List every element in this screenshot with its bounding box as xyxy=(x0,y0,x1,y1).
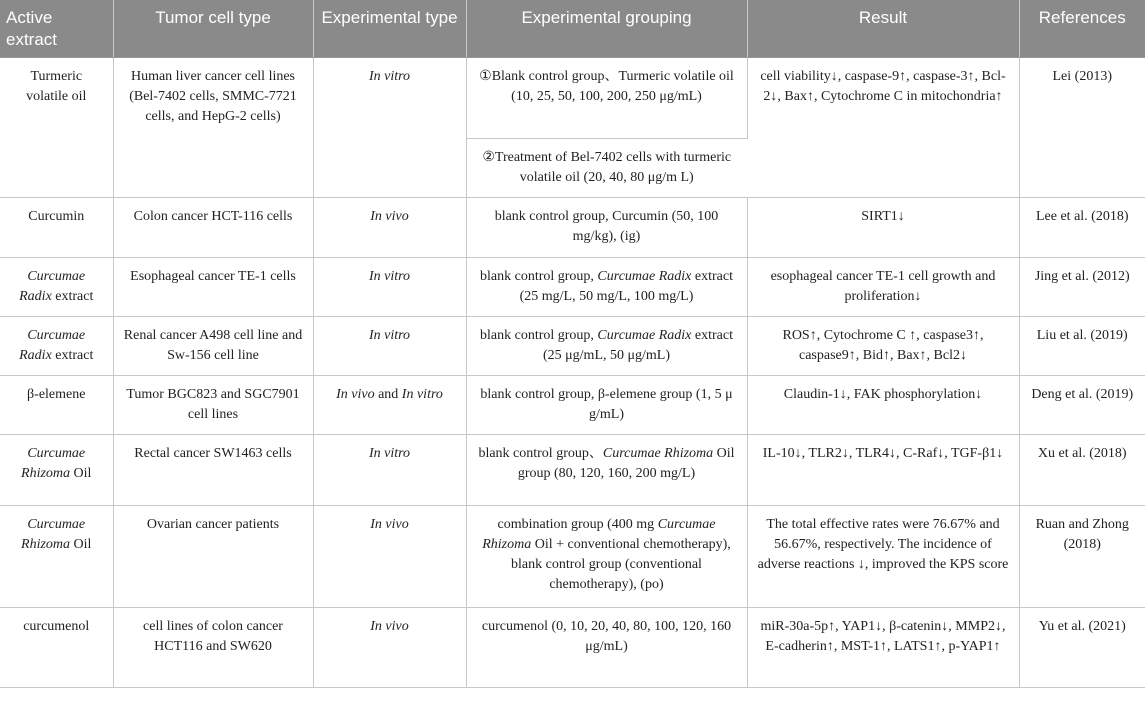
exp-type-italic: In vitro xyxy=(401,386,443,402)
grouping-text: extract (25 mg/L, 50 mg/L, 100 mg/L) xyxy=(519,268,733,304)
header-references: References xyxy=(1019,0,1145,57)
cell-exp-type: In vivo xyxy=(313,197,466,257)
grouping-italic: Curcumae Radix xyxy=(597,327,692,343)
cell-reference: Deng et al. (2019) xyxy=(1019,375,1145,434)
cell-reference: Yu et al. (2021) xyxy=(1019,607,1145,687)
cell-exp-type: In vivo xyxy=(313,607,466,687)
extract-suffix: Oil xyxy=(70,536,92,552)
cell-result: The total effective rates were 76.67% and 56.67%, respectively. The incidence of adverse reactions ↓, improved the KPS score xyxy=(747,505,1019,607)
cell-result: ROS↑, Cytochrome C ↑, caspase3↑, caspase9↑, Bid↑, Bax↑, Bcl2↓ xyxy=(747,316,1019,375)
header-experimental-grouping: Experimental grouping xyxy=(466,0,747,57)
grouping-text: Oil group (80, 120, 160, 200 mg/L) xyxy=(517,445,735,481)
extract-suffix: Oil xyxy=(70,465,92,481)
cell-grouping: blank control group, Curcumin (50, 100 mg/kg), (ig) xyxy=(466,197,747,257)
extract-italic: Rhizoma xyxy=(21,536,71,552)
extract-italic: Curcumae xyxy=(27,516,86,532)
cell-extract: β-elemene xyxy=(0,375,113,434)
cell-grouping: ①Blank control group、Turmeric volatile oil (10, 25, 50, 100, 200, 250 μg/mL) xyxy=(466,57,747,138)
cell-exp-type: In vitro xyxy=(313,316,466,375)
extract-suffix: extract xyxy=(51,288,94,304)
exp-type-italic: In vivo xyxy=(336,386,375,402)
grouping-text: blank control group、 xyxy=(478,445,603,461)
cell-tumor-type: Ovarian cancer patients xyxy=(113,505,313,607)
cell-tumor-type: Tumor BGC823 and SGC7901 cell lines xyxy=(113,375,313,434)
cell-tumor-type: Rectal cancer SW1463 cells xyxy=(113,434,313,505)
table-row xyxy=(0,505,1145,607)
table-row xyxy=(0,607,1145,687)
header-row xyxy=(0,0,1145,57)
cell-extract xyxy=(0,316,113,375)
cell-tumor-type: Human liver cancer cell lines (Bel-7402 cells, SMMC-7721 cells, and HepG-2 cells) xyxy=(113,57,313,197)
cell-grouping: blank control group, β-elemene group (1, 5 μ g/mL) xyxy=(466,375,747,434)
cell-extract: curcumenol xyxy=(0,607,113,687)
cell-tumor-type: Colon cancer HCT-116 cells xyxy=(113,197,313,257)
cell-grouping xyxy=(466,257,747,316)
cell-tumor-type: Esophageal cancer TE-1 cells xyxy=(113,257,313,316)
header-active-extract: Active extract xyxy=(0,0,113,57)
cell-tumor-type: cell lines of colon cancer HCT116 and SW620 xyxy=(113,607,313,687)
cell-result: esophageal cancer TE-1 cell growth and proliferation↓ xyxy=(747,257,1019,316)
cell-reference: Lei (2013) xyxy=(1019,57,1145,197)
cell-result: cell viability↓, caspase-9↑, caspase-3↑, Bcl-2↓, Bax↑, Cytochrome C in mitochondria↑ xyxy=(747,57,1019,197)
grouping-text: blank control group, xyxy=(480,327,598,343)
cell-result: SIRT1↓ xyxy=(747,197,1019,257)
table-row xyxy=(0,257,1145,316)
extract-suffix: extract xyxy=(51,347,94,363)
cell-grouping xyxy=(466,316,747,375)
grouping-italic: Curcumae Rhizoma xyxy=(602,445,714,461)
grouping-text: combination group (400 mg xyxy=(497,516,658,532)
cell-reference: Jing et al. (2012) xyxy=(1019,257,1145,316)
cell-tumor-type: Renal cancer A498 cell line and Sw-156 cell line xyxy=(113,316,313,375)
table-row xyxy=(0,57,1145,138)
cell-exp-type: In vitro xyxy=(313,257,466,316)
extract-italic: Rhizoma xyxy=(21,465,71,481)
grouping-italic: Curcumae Radix xyxy=(597,268,692,284)
cell-extract xyxy=(0,257,113,316)
cell-extract: Turmeric volatile oil xyxy=(0,57,113,197)
cell-extract xyxy=(0,434,113,505)
cell-grouping xyxy=(466,434,747,505)
table-row xyxy=(0,434,1145,505)
cell-extract xyxy=(0,505,113,607)
exp-type-and: and xyxy=(374,386,402,402)
cell-result: IL-10↓, TLR2↓, TLR4↓, C-Raf↓, TGF-β1↓ xyxy=(747,434,1019,505)
header-tumor-cell-type: Tumor cell type xyxy=(113,0,313,57)
cell-grouping: ②Treatment of Bel-7402 cells with turmeric volatile oil (20, 40, 80 μg/m L) xyxy=(466,138,747,197)
cell-reference: Lee et al. (2018) xyxy=(1019,197,1145,257)
cell-grouping xyxy=(466,505,747,607)
cell-extract: Curcumin xyxy=(0,197,113,257)
cell-exp-type xyxy=(313,375,466,434)
extract-italic: Curcumae xyxy=(27,327,86,343)
grouping-italic: Curcumae Rhizoma xyxy=(482,516,716,552)
extract-italic: Radix xyxy=(19,288,52,304)
table-row xyxy=(0,375,1145,434)
cell-result: miR-30a-5p↑, YAP1↓, β-catenin↓, MMP2↓, E-cadherin↑, MST-1↑, LATS1↑, p-YAP1↑ xyxy=(747,607,1019,687)
grouping-text: extract (25 μg/mL, 50 μg/mL) xyxy=(543,327,733,363)
cell-grouping: curcumenol (0, 10, 20, 40, 80, 100, 120, 160 μg/mL) xyxy=(466,607,747,687)
extract-italic: Curcumae xyxy=(27,445,86,461)
cell-reference: Ruan and Zhong (2018) xyxy=(1019,505,1145,607)
header-experimental-type: Experimental type xyxy=(313,0,466,57)
cell-result: Claudin-1↓, FAK phosphorylation↓ xyxy=(747,375,1019,434)
grouping-text: blank control group, xyxy=(480,268,598,284)
extract-italic: Curcumae xyxy=(27,268,86,284)
cell-reference: Liu et al. (2019) xyxy=(1019,316,1145,375)
table-row xyxy=(0,316,1145,375)
table-row xyxy=(0,197,1145,257)
cell-reference: Xu et al. (2018) xyxy=(1019,434,1145,505)
extract-italic: Radix xyxy=(19,347,52,363)
cell-exp-type: In vitro xyxy=(313,434,466,505)
header-result: Result xyxy=(747,0,1019,57)
cell-exp-type: In vivo xyxy=(313,505,466,607)
grouping-text: Oil + conventional chemotherapy), blank control group (conventional chemotherapy), (po) xyxy=(511,536,731,592)
cell-exp-type: In vitro xyxy=(313,57,466,197)
